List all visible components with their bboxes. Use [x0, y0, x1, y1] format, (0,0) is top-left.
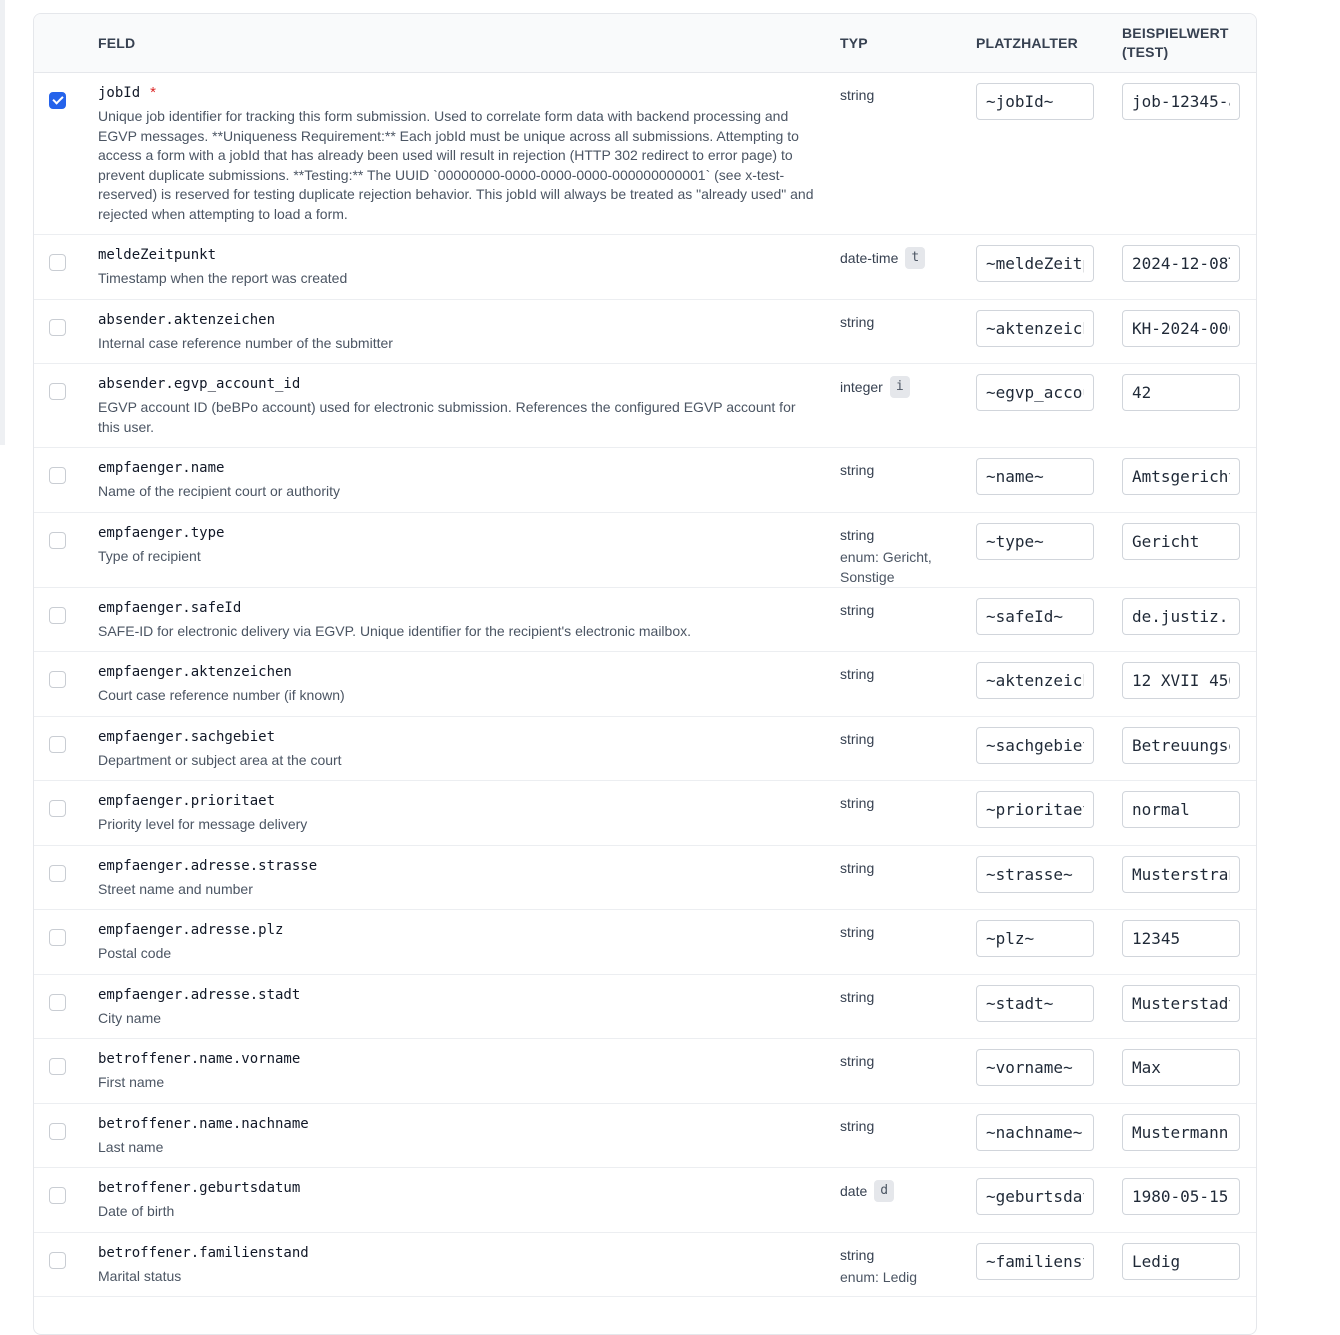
field-description: Court case reference number (if known): [98, 687, 345, 703]
example-value-input[interactable]: [1122, 310, 1240, 347]
field-type: integer: [840, 378, 883, 395]
placeholder-input[interactable]: [976, 83, 1094, 120]
field-name: absender.aktenzeichen: [98, 311, 276, 328]
field-name: empfaenger.name: [98, 460, 225, 476]
enum-values: enum: Gericht, Sonstige: [840, 548, 932, 585]
row-select-checkbox[interactable]: [49, 671, 66, 688]
placeholder-input[interactable]: [976, 1243, 1094, 1280]
example-value-input[interactable]: [1122, 1243, 1240, 1280]
required-marker: *: [150, 84, 156, 101]
example-value-input[interactable]: [1122, 1114, 1240, 1151]
table-body: [34, 73, 1256, 1297]
field-name: empfaenger.aktenzeichen: [98, 664, 292, 680]
field-type: string: [840, 526, 875, 543]
field-description: Internal case reference number of the submitter: [98, 334, 393, 351]
field-type: string: [840, 666, 875, 682]
table-row: [34, 512, 1256, 587]
type-badge: i: [890, 376, 910, 398]
placeholder-input[interactable]: [976, 598, 1094, 635]
header-type: TYP: [840, 14, 976, 73]
example-value-input[interactable]: [1122, 374, 1240, 411]
field-mapping-table: [34, 14, 1256, 1297]
row-select-checkbox[interactable]: [49, 319, 66, 336]
table-row: [34, 299, 1256, 364]
example-value-input[interactable]: [1122, 985, 1240, 1022]
field-description: Department or subject area at the court: [98, 751, 342, 768]
field-mapping-table-card: [33, 13, 1257, 1335]
example-value-input[interactable]: [1122, 920, 1240, 957]
header-placeholder: PLATZHALTER: [976, 14, 1122, 73]
field-name: empfaenger.type: [98, 524, 225, 541]
field-name: betroffener.name.nachname: [98, 1115, 309, 1132]
placeholder-input[interactable]: [976, 1114, 1094, 1151]
row-select-checkbox[interactable]: [49, 865, 66, 882]
header-field: FELD: [98, 14, 840, 73]
field-description: Postal code: [98, 945, 172, 961]
table-row: [34, 587, 1256, 652]
field-description: EGVP account ID (beBPo account) used for electronic submission. References the configured EGVP account for this user.: [98, 399, 796, 435]
table-row: [34, 845, 1256, 910]
example-value-input[interactable]: [1122, 1178, 1240, 1215]
example-value-input[interactable]: [1122, 791, 1240, 828]
field-name: betroffener.name.vorname: [98, 1051, 301, 1067]
field-description: Last name: [98, 1138, 164, 1155]
placeholder-input[interactable]: [976, 856, 1094, 893]
example-value-input[interactable]: [1122, 662, 1240, 699]
field-name: empfaenger.adresse.stadt: [98, 986, 301, 1003]
field-description: Type of recipient: [98, 547, 201, 564]
field-name: betroffener.familienstand: [98, 1244, 309, 1261]
field-description: Date of birth: [98, 1203, 175, 1219]
field-type: string: [840, 795, 875, 811]
row-select-checkbox[interactable]: [49, 1252, 66, 1269]
field-name: absender.egvp_account_id: [98, 376, 301, 392]
field-name: empfaenger.sachgebiet: [98, 728, 276, 745]
placeholder-input[interactable]: [976, 920, 1094, 957]
row-select-checkbox[interactable]: [49, 1187, 66, 1204]
field-description: Marital status: [98, 1267, 182, 1284]
field-type: string: [840, 924, 875, 940]
placeholder-input[interactable]: [976, 458, 1094, 495]
example-value-input[interactable]: [1122, 523, 1240, 560]
table-row: [34, 1232, 1256, 1297]
placeholder-input[interactable]: [976, 310, 1094, 347]
field-type: string: [840, 1053, 875, 1069]
placeholder-input[interactable]: [976, 1049, 1094, 1086]
placeholder-input[interactable]: [976, 985, 1094, 1022]
field-description: Unique job identifier for tracking this form submission. Used to correlate form data with backend processing and EGVP messages. **Uniqueness Requirement:** Each jobId must be unique across all submissions. Attempting to access a form with a jobId that has already been used will result in rejection (HTTP 302 redirect to error page) to prevent duplicate submissions. **Testing:** The UUID `00000000-0000-0000-0000-000000000001` (see x-test-reserved) is reserved for testing duplicate rejection behavior. This jobId will always be treated as "already used" and rejected when attempting to load a form.: [98, 108, 814, 222]
row-select-checkbox[interactable]: [49, 383, 66, 400]
row-select-checkbox[interactable]: [49, 467, 66, 484]
field-description: Street name and number: [98, 880, 253, 897]
field-type: string: [840, 988, 875, 1005]
placeholder-input[interactable]: [976, 662, 1094, 699]
table-row: [34, 235, 1256, 300]
field-description: SAFE-ID for electronic delivery via EGVP. Unique identifier for the recipient's electronic mailbox.: [98, 622, 692, 639]
example-value-input[interactable]: [1122, 1049, 1240, 1086]
row-select-checkbox[interactable]: [49, 254, 66, 271]
field-name: empfaenger.prioritaet: [98, 793, 276, 809]
table-row: [34, 652, 1256, 717]
field-type: string: [840, 313, 875, 330]
example-value-input[interactable]: [1122, 83, 1240, 120]
row-select-checkbox[interactable]: [49, 994, 66, 1011]
placeholder-input[interactable]: [976, 374, 1094, 411]
field-type: string: [840, 462, 875, 478]
row-select-checkbox[interactable]: [49, 800, 66, 817]
field-description: Name of the recipient court or authority: [98, 483, 341, 499]
field-type: date-time: [840, 249, 899, 266]
header-select: [34, 14, 98, 73]
field-type: string: [840, 87, 875, 103]
row-select-checkbox[interactable]: [49, 1123, 66, 1140]
field-type: string: [840, 859, 875, 876]
field-name: meldeZeitpunkt: [98, 247, 217, 263]
table-row: [34, 364, 1256, 448]
table-row: [34, 73, 1256, 235]
field-name: empfaenger.adresse.plz: [98, 922, 284, 938]
example-value-input[interactable]: [1122, 856, 1240, 893]
example-value-input[interactable]: [1122, 598, 1240, 635]
field-description: City name: [98, 1009, 162, 1026]
table-row: [34, 910, 1256, 975]
row-select-checkbox[interactable]: [49, 929, 66, 946]
example-value-input[interactable]: [1122, 727, 1240, 764]
table-row: [34, 448, 1256, 513]
table-row: [34, 1168, 1256, 1233]
field-type: string: [840, 601, 875, 618]
table-row: [34, 1039, 1256, 1104]
table-header-row: [34, 14, 1256, 73]
row-select-checkbox[interactable]: [49, 92, 66, 109]
header-example: BEISPIELWERT (TEST): [1122, 14, 1256, 73]
type-badge: t: [905, 247, 925, 269]
field-name: jobId: [98, 85, 141, 101]
field-name: empfaenger.adresse.strasse: [98, 857, 318, 874]
placeholder-input[interactable]: [976, 245, 1094, 282]
example-value-input[interactable]: [1122, 245, 1240, 282]
field-type: date: [840, 1182, 868, 1199]
field-description: First name: [98, 1074, 165, 1090]
field-description: Timestamp when the report was created: [98, 270, 348, 286]
row-select-checkbox[interactable]: [49, 532, 66, 549]
field-type: string: [840, 730, 875, 747]
placeholder-input[interactable]: [976, 523, 1094, 560]
row-select-checkbox[interactable]: [49, 1058, 66, 1075]
table-row: [34, 716, 1256, 781]
enum-values: enum: Ledig: [840, 1268, 918, 1285]
placeholder-input[interactable]: [976, 791, 1094, 828]
placeholder-input[interactable]: [976, 1178, 1094, 1215]
row-select-checkbox[interactable]: [49, 607, 66, 624]
table-row: [34, 1103, 1256, 1168]
table-row: [34, 974, 1256, 1039]
left-panel-edge: [0, 0, 5, 445]
field-name: betroffener.geburtsdatum: [98, 1180, 301, 1196]
field-description: Priority level for message delivery: [98, 816, 308, 832]
row-select-checkbox[interactable]: [49, 736, 66, 753]
field-name: empfaenger.safeId: [98, 599, 242, 616]
type-badge: d: [874, 1180, 894, 1202]
table-row: [34, 781, 1256, 846]
placeholder-input[interactable]: [976, 727, 1094, 764]
example-value-input[interactable]: [1122, 458, 1240, 495]
field-type: string: [840, 1117, 875, 1134]
field-type: string: [840, 1246, 875, 1263]
